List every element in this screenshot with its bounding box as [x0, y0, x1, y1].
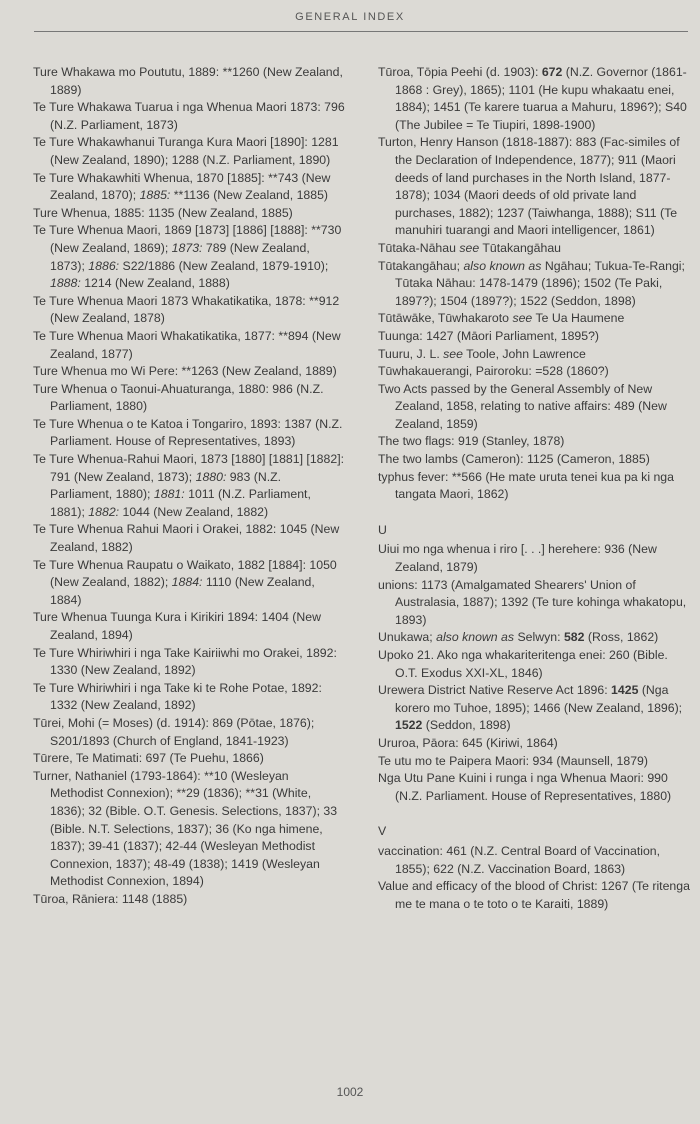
index-entry — [33, 557, 345, 610]
index-entry — [33, 715, 345, 750]
index-entry — [378, 469, 690, 504]
entry-text: 1880: — [195, 469, 227, 484]
entry-text: Te Ture Whenua-Rahui Maori, 1873 [1880] [1881] [1882]: 791 (New Zealand, 1873); — [33, 452, 345, 484]
index-entry — [378, 577, 690, 630]
entry-text: (Seddon, 1898) — [422, 718, 511, 733]
entry-text: Tūrere, Te Matimati: 697 (Te Puehu, 1866) — [33, 751, 264, 766]
entry-text: 1110 (New Zealand, 1884) — [50, 575, 315, 607]
index-entry — [33, 363, 345, 381]
index-entry — [378, 843, 690, 878]
entry-text: Te Ture Whenua o te Katoa i Tongariro, 1893: 1387 (N.Z. Parliament. House of Representatives, 1893) — [33, 416, 343, 449]
index-entry — [378, 770, 690, 805]
index-entry — [378, 381, 690, 434]
entry-text: S22/1886 (New Zealand, 1879-1910); — [119, 258, 329, 273]
entry-text: Uiui mo nga whenua i riro [. . .] herehere: 936 (New Zealand, 1879) — [378, 542, 657, 575]
entry-text: 1884: — [171, 575, 203, 590]
entry-text: see — [443, 346, 463, 361]
entry-text: 1425 — [611, 683, 639, 698]
entry-text: Te utu mo te Paipera Maori: 934 (Maunsell, 1879) — [378, 753, 648, 768]
entry-text: 582 — [563, 630, 585, 645]
entry-text: see — [512, 311, 533, 326]
header-rule — [34, 31, 688, 32]
index-entry — [33, 768, 345, 891]
index-entry — [378, 878, 690, 913]
entry-text: Tūroa, Tōpia Peehi (d. 1903): — [378, 65, 542, 79]
entry-text: (N.Z. Governor (1861-1868 : Grey), 1865); 1101 (He kupu whakaatu enei, 1884); 1451 (Te karere tuarua a Mahuru, 1896?); S40 (The Jubilee = Te Tiupiri, 1898-1900) — [395, 65, 687, 132]
entry-text: Ngāhau; Tukua-Te-Rangi; Tūtaka Nāhau: 1478-1479 (1896); 1502 (Te Paki, 1897?); 1504 (1897?); 1522 (Seddon, 1898) — [395, 258, 685, 308]
index-entry — [378, 629, 690, 647]
index-entry — [378, 541, 690, 576]
index-entry — [378, 240, 690, 258]
left-index-column — [33, 64, 345, 909]
entry-text: 1885: — [139, 188, 171, 203]
entry-text: Te Ture Whenua Maori Whakatikatika, 1877: **894 (New Zealand, 1877) — [33, 328, 341, 361]
entry-text: Tūtaka-Nāhau — [378, 240, 460, 255]
entry-text: Te Ture Whakawa Tuarua i nga Whenua Maori 1873: 796 (N.Z. Parliament, 1873) — [33, 100, 345, 132]
entry-text: Tuuru, J. L. — [378, 346, 444, 361]
entry-text: Value and efficacy of the blood of Christ: 1267 (Te ritenga me te mana o te toto o te Karaiti, 1889) — [378, 879, 690, 911]
entry-text: 789 (New Zealand, 1873); — [50, 240, 310, 273]
entry-text: Urewera District Native Reserve Act 1896: — [378, 683, 612, 698]
index-entry — [33, 381, 345, 416]
entry-text: Two Acts passed by the General Assembly of New Zealand, 1858, relating to native affairs: 489 (New Zealand, 1859) — [378, 381, 667, 431]
index-entry — [378, 363, 690, 381]
entry-text: Ture Whenua mo Wi Pere: **1263 (New Zealand, 1889) — [33, 364, 337, 379]
entry-text: 1881: — [153, 487, 185, 502]
entry-text: Ture Whenua Tuunga Kura i Kirikiri 1894: 1404 (New Zealand, 1894) — [33, 610, 321, 642]
index-entry — [33, 170, 345, 205]
index-entry — [378, 328, 690, 346]
index-entry — [33, 609, 345, 644]
section-letter: U — [378, 522, 387, 537]
running-header: GENERAL INDEX — [295, 11, 405, 23]
entry-text: Unukawa; — [378, 630, 437, 645]
index-entry — [378, 258, 690, 311]
entry-text: unions: 1173 (Amalgamated Shearers' Union of Australasia, 1887); 1392 (Te ture kohinga whakatopu, 1893) — [378, 577, 687, 627]
entry-text: Turton, Henry Hanson (1818-1887): 883 (Fac-similes of the Declaration of Independence, 1877); 911 (Maori deeds of land purchases in the North Island, 1877-1878); 1034 (Maori deeds of old private land purchases, 1882); 1237 (Taiwhanga, 1888); S11 (Te manuhiri tuarangi and Maori intelligencer, 1861) — [378, 135, 680, 238]
entry-text: Te Ua Haumene — [532, 311, 625, 326]
entry-text: 1888: — [50, 276, 81, 291]
entry-text: Tūtāwāke, Tūwhakaroto — [378, 311, 513, 326]
index-entry — [33, 645, 345, 680]
entry-text: Te Ture Whakawhiti Whenua, 1870 [1885]: **743 (New Zealand, 1870); — [33, 170, 331, 203]
entry-text: Te Ture Whiriwhiri i nga Take ki te Rohe Potae, 1892: 1332 (New Zealand, 1892) — [33, 680, 322, 713]
entry-text: vaccination: 461 (N.Z. Central Board of Vaccination, 1855); 622 (N.Z. Vaccination Board, 1863) — [378, 843, 661, 876]
entry-text: 1873: — [171, 240, 203, 255]
index-entry — [378, 682, 690, 735]
index-entry — [33, 293, 345, 328]
entry-text: Te Ture Whakawhanui Turanga Kura Maori [1890]: 1281 (New Zealand, 1890); 1288 (N.Z. Parliament, 1890) — [33, 135, 339, 167]
index-entry — [33, 451, 345, 521]
index-entry — [33, 205, 345, 223]
index-entry — [33, 328, 345, 363]
entry-text: Tūrei, Mohi (= Moses) (d. 1914): 869 (Pōtae, 1876); S201/1893 (Church of England, 1841-1923) — [33, 715, 315, 748]
entry-text: Te Ture Whenua Raupatu o Waikato, 1882 [1884]: 1050 (New Zealand, 1882); — [33, 557, 337, 590]
entry-text: Tūroa, Rāniera: 1148 (1885) — [33, 891, 188, 906]
entry-text: **1136 (New Zealand, 1885) — [170, 188, 329, 203]
index-entry — [378, 134, 690, 240]
entry-text: Te Ture Whenua Maori, 1869 [1873] [1886] [1888]: **730 (New Zealand, 1869); — [33, 223, 342, 255]
entry-text: 1886: — [88, 258, 120, 273]
entry-text: Toole, John Lawrence — [462, 346, 586, 361]
index-entry — [378, 64, 690, 134]
index-entry — [33, 891, 345, 909]
index-entry — [378, 433, 690, 451]
entry-text: Te Ture Whenua Maori 1873 Whakatikatika, 1878: **912 (New Zealand, 1878) — [33, 293, 340, 326]
index-entry — [378, 451, 690, 469]
index-entry — [33, 680, 345, 715]
entry-text: Te Ture Whenua Rahui Maori i Orakei, 1882: 1045 (New Zealand, 1882) — [33, 522, 340, 555]
right-index-column — [378, 64, 690, 913]
entry-text: 1882: — [88, 504, 120, 519]
entry-text: 983 (N.Z. Parliament, 1880); — [50, 469, 282, 502]
entry-text: 1011 (N.Z. Parliament, 1881); — [50, 487, 311, 519]
entry-text: Te Ture Whiriwhiri i nga Take Kairiiwhi mo Orakei, 1892: 1330 (New Zealand, 1892) — [33, 645, 337, 678]
entry-text: Ture Whenua o Taonui-Ahuaturanga, 1880: 986 (N.Z. Parliament, 1880) — [33, 381, 324, 414]
index-entry — [378, 310, 690, 328]
entry-text: Tūtakangāhau — [479, 240, 561, 255]
entry-text: The two flags: 919 (Stanley, 1878) — [378, 434, 565, 449]
index-entry — [33, 222, 345, 292]
index-entry — [33, 134, 345, 169]
entry-text: typhus fever: **566 (He mate uruta tenei kua pa ki nga tangata Maori, 1862) — [378, 469, 674, 502]
entry-text: Turner, Nathaniel (1793-1864): **10 (Wesleyan Methodist Connexion); **29 (1836); **31 (White, 1836); 32 (Bible. O.T. Genesis. Selections, 1837); 33 (Bible. N.T. Selections, 1837); 36 (Ko nga himene, 1837); 39-41 (1837); 42-44 (Wesleyan Methodist Connexion, 1837); 48-49 (1838); 1419 (Wesleyan Methodist Connexion, 1894) — [33, 768, 338, 889]
section-letter: V — [378, 824, 387, 839]
entry-text: 672 — [541, 65, 563, 79]
entry-text: Ururoa, Pāora: 645 (Kiriwi, 1864) — [378, 735, 558, 750]
index-entry — [378, 346, 690, 364]
entry-text: (Nga korero mo Tuhoe, 1895); 1466 (New Zealand, 1896); — [395, 683, 683, 715]
entry-text: Upoko 21. Ako nga whakariteritenga enei: 260 (Bible. O.T. Exodus XXI-XL, 1846) — [378, 648, 668, 680]
index-entry — [33, 521, 345, 556]
entry-text: Tūtakangāhau; — [378, 258, 464, 273]
entry-text: Ture Whenua, 1885: 1135 (New Zealand, 1885) — [33, 205, 293, 220]
entry-text: Nga Utu Pane Kuini i runga i nga Whenua Maori: 990 (N.Z. Parliament. House of Representatives, 1880) — [378, 771, 672, 803]
entry-text: also known as — [463, 258, 542, 273]
entry-text: Tūwhakauerangi, Pairoroku: =528 (1860?) — [378, 364, 609, 379]
index-entry — [33, 64, 345, 99]
entry-text: see — [459, 240, 480, 255]
page-number: 1002 — [336, 1085, 364, 1099]
index-entry — [378, 647, 690, 682]
entry-text: Selwyn: — [514, 630, 564, 645]
entry-text: Tuunga: 1427 (Māori Parliament, 1895?) — [378, 328, 600, 343]
index-entry — [33, 416, 345, 451]
entry-text: The two lambs (Cameron): 1125 (Cameron, 1885) — [378, 452, 650, 467]
entry-text: (Ross, 1862) — [584, 630, 659, 645]
entry-text: 1214 (New Zealand, 1888) — [80, 276, 230, 291]
entry-text: also known as — [436, 630, 515, 645]
entry-text: Ture Whakawa mo Poututu, 1889: **1260 (New Zealand, 1889) — [33, 65, 343, 97]
index-entry — [378, 735, 690, 753]
index-entry — [378, 753, 690, 771]
entry-text: 1044 (New Zealand, 1882) — [119, 504, 269, 519]
index-entry — [33, 99, 345, 134]
entry-text: 1522 — [395, 718, 423, 733]
index-entry — [33, 750, 345, 768]
